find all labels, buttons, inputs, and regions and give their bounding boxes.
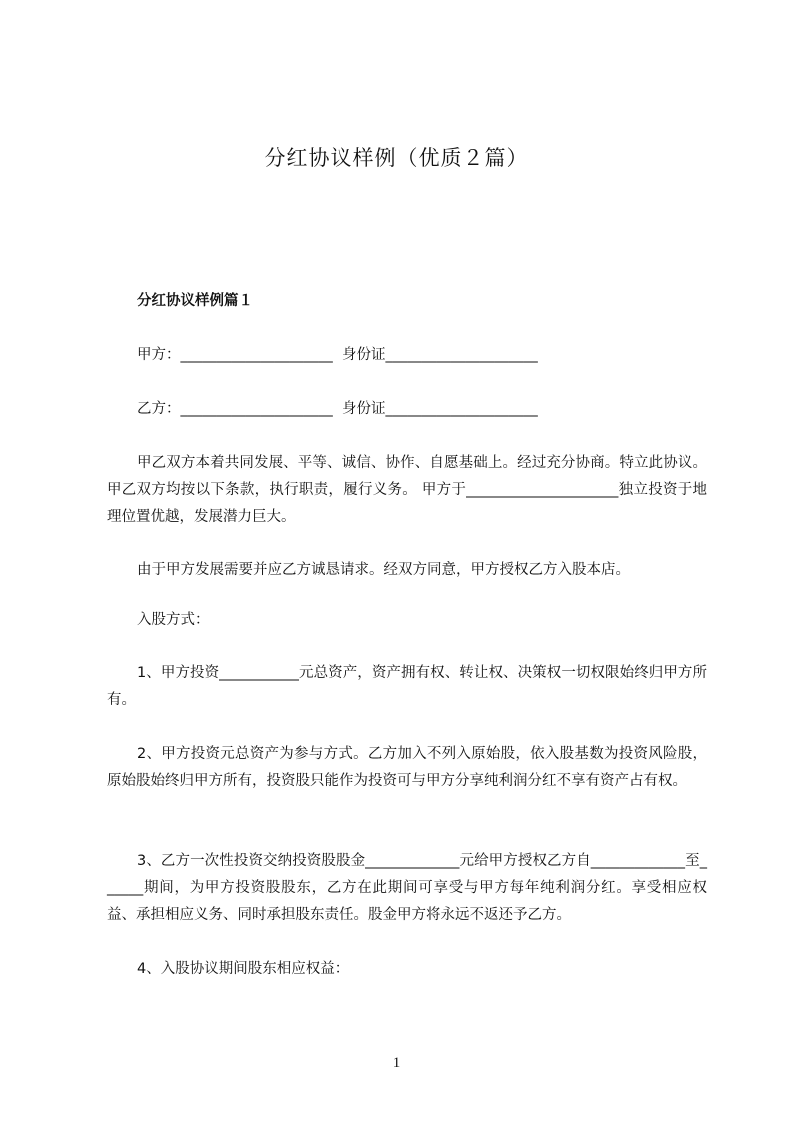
paragraph-clause-2: 2、甲方投资元总资产为参与方式。乙方加入不列入原始股，依入股基数为投资风险股，原始股始终归甲方所有，投资股只能作为投资可与甲方分享纯利润分红不享有资产占有权。: [107, 746, 707, 789]
page-title: 分红协议样例（优质２篇）: [264, 146, 529, 170]
paragraph-authorization: 由于甲方发展需要并应乙方诚恳请求。经双方同意，甲方授权乙方入股本店。: [137, 562, 630, 578]
section-title: 分红协议样例篇１: [137, 293, 253, 309]
paragraph-clause-1: 1、甲方投资___________元总资产，资产拥有权、转让权、决策权一切权限始终归甲方所有。: [107, 665, 707, 708]
party-b-line: 乙方：_____________________ 身份证_____________________: [137, 401, 538, 417]
paragraph-investment-method-heading: 入股方式：: [137, 612, 210, 628]
page-number: 1: [392, 1055, 401, 1071]
party-a-line: 甲方：_____________________ 身份证_____________________: [137, 347, 538, 363]
paragraph-clause-4: 4、入股协议期间股东相应权益：: [137, 961, 350, 977]
paragraph-intro: 甲乙双方本着共同发展、平等、诚信、协作、自愿基础上。经过充分协商。特立此协议。甲乙双方均按以下条款，执行职责，履行义务。 甲方于_____________________独立投资于地理位置优越，发展潜力巨大。: [107, 455, 707, 525]
paragraph-clause-3: 3、乙方一次性投资交纳投资股股金_____________元给甲方授权乙方自_____________至______期间，为甲方投资股股东，乙方在此期间可享受与甲方每年纯利润分红。享受相应权益、承担相应义务、同时承担股东责任。股金甲方将永远不返还予乙方。: [107, 853, 707, 923]
